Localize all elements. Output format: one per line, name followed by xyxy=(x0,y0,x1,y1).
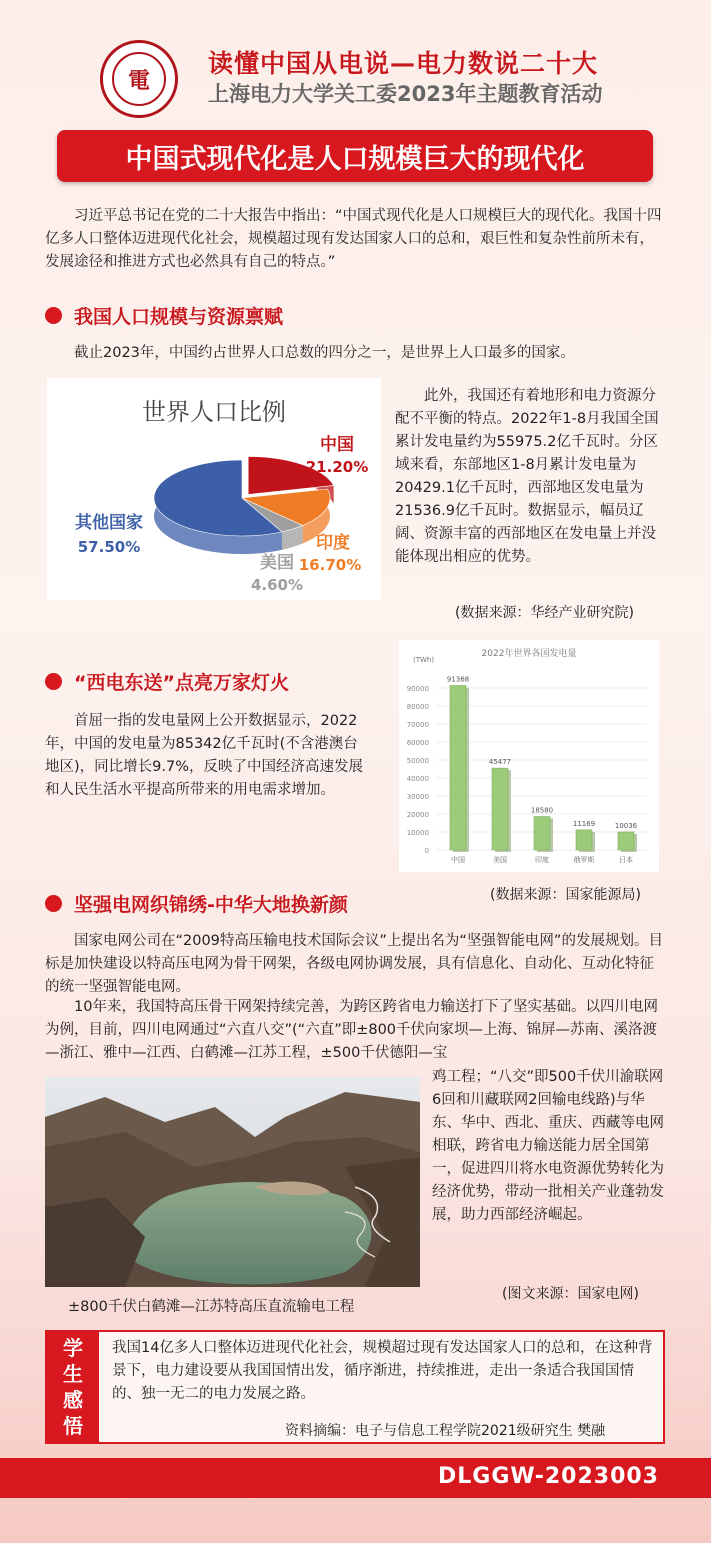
bar-value-label: 11169 xyxy=(572,819,596,828)
logo-emblem: 電 xyxy=(112,52,166,106)
bar-value-label: 18580 xyxy=(530,806,554,815)
population-pie-chart xyxy=(47,378,381,600)
x-tick-label: 中国 xyxy=(451,856,465,864)
section2-heading xyxy=(45,668,289,695)
y-tick-label: 60000 xyxy=(406,739,429,747)
pie-slice-label: 美国 xyxy=(260,553,294,573)
river-canyon-image xyxy=(45,1077,420,1287)
intro-paragraph: 习近平总书记在党的二十大报告中指出：“中国式现代化是人口规模巨大的现代化。我国十四亿多人口整体迈进现代化社会，规模超过现有发达国家人口的总和，艰巨性和复杂性前所未有，发展途径和推进方式也必然具有自己的特点。” xyxy=(45,208,662,270)
reflection-label-char: 生 xyxy=(63,1362,83,1386)
pie-slice-value: 57.50% xyxy=(77,538,141,556)
section1-side-text: 此外，我国还有着地形和电力资源分配不平衡的特点。2022年1-8月我国全国累计发电量约为55975.2亿千瓦时。分区域来看，东部地区1-8月累计发电量为20429.1亿千瓦时，西部地区发电量为21536.9亿千瓦时。数据显示，幅员辽阔、资源丰富的西部地区在发电量上并没能体现出相应的优势。 xyxy=(395,388,659,565)
bar xyxy=(450,686,466,850)
bar-value-label: 45477 xyxy=(488,758,512,767)
section2-text: 首屈一指的发电量网上公开数据显示，2022年，中国的发电量为85342亿千瓦时(不含港澳台地区)，同比增长9.7%，反映了中国经济高速发展和人民生活水平提高所带来的用电需求增加。 xyxy=(45,713,363,798)
x-tick-label: 日本 xyxy=(619,856,633,864)
section3-source: (图文来源：国家电网) xyxy=(502,1286,639,1302)
section1-title: 我国人口规模与资源禀赋 xyxy=(74,306,284,328)
section2-source: (数据来源：国家能源局) xyxy=(490,887,641,903)
photo-caption: ±800千伏白鹤滩—江苏特高压直流输电工程 xyxy=(68,1299,355,1315)
x-tick-label: 印度 xyxy=(535,856,549,864)
y-tick-label: 90000 xyxy=(406,685,429,693)
bar xyxy=(534,817,550,850)
header-title: 读懂中国从电说—电力数说二十大 xyxy=(208,49,599,78)
section1-heading xyxy=(45,302,283,329)
reflection-label-char: 悟 xyxy=(63,1414,83,1438)
bullet-dot-icon xyxy=(45,307,62,324)
section3-title: 坚强电网织锦绣-中华大地换新颜 xyxy=(74,894,348,916)
reflection-text: 我国14亿多人口整体迈进现代化社会，规模超过现有发达国家人口的总和，在这种背景下，电力建设要从我国国情出发，循序渐进，持续推进，走出一条适合我国国情的、独一无二的电力发展之路。 xyxy=(112,1340,653,1402)
y-tick-label: 30000 xyxy=(406,793,429,801)
pie-slice-value: 21.20% xyxy=(305,458,369,476)
header-subtitle: 上海电力大学关工委2023年主题教育活动 xyxy=(208,82,603,106)
y-tick-label: 10000 xyxy=(406,829,429,837)
reflection-label-char: 学 xyxy=(63,1336,83,1360)
main-banner: 中国式现代化是人口规模巨大的现代化 xyxy=(57,130,653,182)
section1-lead: 截止2023年，中国约占世界人口总数的四分之一，是世界上人口最多的国家。 xyxy=(74,345,575,361)
bar-chart-ylabel: (TWh) xyxy=(413,656,435,664)
pie-slice-value: 16.70% xyxy=(298,556,362,574)
y-tick-label: 20000 xyxy=(406,811,429,819)
bar xyxy=(618,832,634,850)
section3-side-text: 鸡工程；“八交”即500千伏川渝联网6回和川藏联网2回输电线路)与华东、华中、西北、重庆、西藏等电网相联，跨省电力输送能力居全国第一，促进四川将水电资源优势转化为经济优势，带动一批相关产业蓬勃发展，助力西部经济崛起。 xyxy=(432,1069,664,1223)
pie-slice-label: 中国 xyxy=(320,435,354,455)
section1-source: (数据来源：华经产业研究院) xyxy=(455,605,634,621)
university-logo xyxy=(100,40,178,118)
section3-paragraph2: 10年来，我国特高压骨干网架持续完善，为跨区跨省电力输送打下了坚实基础。以四川电网为例，目前，四川电网通过“六直八交”(“六直”即±800千伏向家坝—上海、锦屏—苏南、溪洛渡—浙江、雅中—江西、白鹤滩—江苏工程，±500千伏德阳—宝 xyxy=(45,999,658,1061)
bar xyxy=(576,830,592,850)
x-tick-label: 俄罗斯 xyxy=(573,856,595,864)
document-code: DLGGW-2023003 xyxy=(438,1464,659,1489)
section2-title: “西电东送”点亮万家灯火 xyxy=(74,672,289,694)
y-tick-label: 80000 xyxy=(406,703,429,711)
reflection-credit: 资料摘编：电子与信息工程学院2021级研究生 樊融 xyxy=(285,1423,606,1439)
bullet-dot-icon xyxy=(45,673,62,690)
baihetan-photo xyxy=(45,1077,420,1287)
pie-slice-label: 印度 xyxy=(316,533,350,553)
reflection-label xyxy=(47,1332,99,1442)
y-tick-label: 0 xyxy=(424,847,429,855)
bar-chart-title: 2022年世界各国发电量 xyxy=(481,649,577,659)
y-tick-label: 50000 xyxy=(406,757,429,765)
y-tick-label: 40000 xyxy=(406,775,429,783)
x-tick-label: 美国 xyxy=(493,856,507,864)
reflection-label-char: 感 xyxy=(63,1388,83,1412)
pie-slice-value: 4.60% xyxy=(250,576,304,594)
y-tick-label: 70000 xyxy=(406,721,429,729)
pie-slice-label: 其他国家 xyxy=(75,513,143,533)
section3-paragraph1: 国家电网公司在“2009特高压输电技术国际会议”上提出名为“坚强智能电网”的发展规划。目标是加快建设以特高压电网为骨干网架，各级电网协调发展，具有信息化、自动化、互动化特征的统一坚强智能电网。 xyxy=(45,933,663,995)
bar-value-label: 91368 xyxy=(446,675,470,684)
pie-title: 世界人口比例 xyxy=(142,398,286,426)
bar xyxy=(492,768,508,850)
generation-bar-chart xyxy=(399,640,659,872)
bar-value-label: 10036 xyxy=(614,821,638,830)
bullet-dot-icon xyxy=(45,895,62,912)
section3-heading xyxy=(45,890,348,917)
